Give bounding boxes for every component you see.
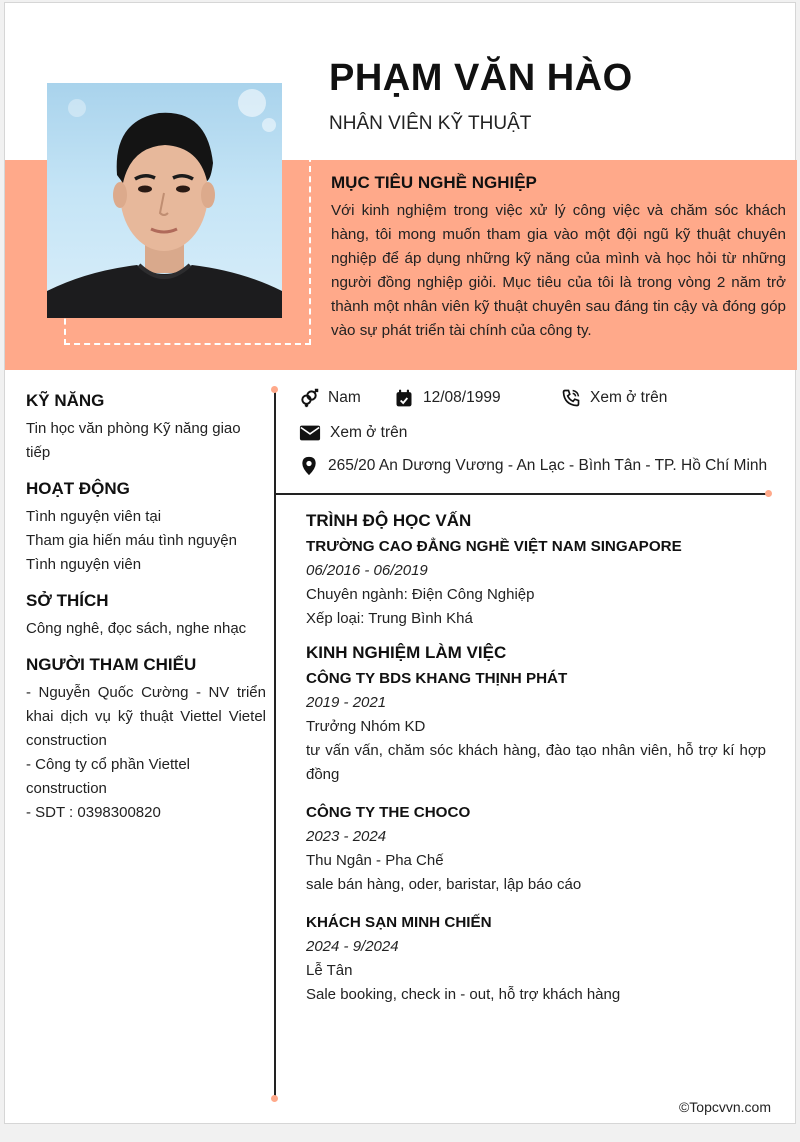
gender-value: Nam — [328, 389, 361, 406]
hobbies-heading: SỞ THÍCH — [26, 591, 109, 610]
activities-section — [26, 479, 266, 577]
horizontal-divider — [275, 493, 769, 495]
experience-section — [306, 643, 766, 1007]
job-description: tư vấn vấn, chăm sóc khách hàng, đào tạo nhân viên, hỗ trợ kí hợp đồng — [306, 742, 766, 783]
job-period: 2019 - 2021 — [306, 694, 387, 711]
birthday-value: 12/08/1999 — [423, 389, 501, 406]
profile-photo — [47, 83, 282, 318]
cv-page — [4, 2, 796, 1124]
divider-dot — [271, 1095, 278, 1102]
objective-text: Với kinh nghiệm trong việc xử lý công việc và chăm sóc khách hàng, tôi mong muốn tham gia vào một đội ngũ kỹ thuật chuyên nghiệp để áp dụng những kỹ năng của mình và học hỏi từ những người đồng nghiệp giỏi. Mục tiêu của tôi là trong vòng 2 năm trở thành một nhân viên kỹ thuật chuyên sau đáng tin cậy và đóng góp vào sự phát triển tài chính của công ty. — [331, 202, 786, 339]
job-role: Thu Ngân - Pha Chế — [306, 852, 444, 869]
divider-dot — [271, 386, 278, 393]
job-entry — [306, 667, 766, 787]
skills-section — [26, 391, 266, 465]
vertical-divider — [274, 389, 276, 1099]
job-entry — [306, 801, 766, 897]
address-info — [299, 456, 767, 476]
education-heading: TRÌNH ĐỘ HỌC VẤN — [306, 511, 472, 530]
skills-text: Tin học văn phòng Kỹ năng giao tiếp — [26, 420, 241, 461]
job-role: Lễ Tân — [306, 962, 353, 979]
phone-value: Xem ở trên — [590, 389, 668, 406]
job-company: CÔNG TY THE CHOCO — [306, 804, 471, 821]
gender-icon — [299, 388, 319, 408]
calendar-icon — [394, 388, 414, 408]
job-company: KHÁCH SẠN MINH CHIẾN — [306, 914, 492, 931]
portrait-illustration — [47, 83, 282, 318]
job-description: Sale booking, check in - out, hỗ trợ khách hàng — [306, 986, 621, 1003]
candidate-name: PHẠM VĂN HÀO — [329, 57, 633, 99]
job-description: sale bán hàng, oder, baristar, lập báo cáo — [306, 876, 582, 893]
job-period: 2024 - 9/2024 — [306, 938, 399, 955]
education-period: 06/2016 - 06/2019 — [306, 562, 428, 579]
school-name: TRƯỜNG CAO ĐẲNG NGHỀ VIỆT NAM SINGAPORE — [306, 538, 682, 555]
address-value: 265/20 An Dương Vương - An Lạc - Bình Tân - TP. Hồ Chí Minh — [328, 457, 768, 474]
reference-line: - Nguyễn Quốc Cường - NV triển khai dịch vụ kỹ thuật Viettel Vietel construction — [26, 684, 266, 749]
job-role: Trưởng Nhóm KD — [306, 718, 426, 735]
objective-heading: MỤC TIÊU NGHỀ NGHIỆP — [331, 173, 537, 192]
education-section — [306, 511, 766, 631]
references-heading: NGƯỜI THAM CHIẾU — [26, 655, 197, 674]
reference-phone: - SDT : 0398300820 — [26, 804, 161, 821]
job-period: 2023 - 2024 — [306, 828, 387, 845]
education-grade: Xếp loại: Trung Bình Khá — [306, 610, 473, 627]
activity-item: Tham gia hiến máu tình nguyện — [26, 532, 237, 549]
left-column — [26, 391, 266, 839]
phone-icon — [561, 388, 581, 408]
hobbies-section — [26, 591, 266, 641]
email-info — [299, 422, 407, 444]
gender-info — [299, 388, 361, 408]
references-section — [26, 655, 266, 825]
education-major: Chuyên ngành: Điện Công Nghiệp — [306, 586, 535, 603]
phone-info — [561, 388, 667, 408]
footer-credit: ©Topcvvn.com — [678, 1099, 771, 1115]
activity-item: Tình nguyện viên tại — [26, 508, 162, 525]
birthday-info — [394, 388, 501, 408]
activity-item: Tình nguyện viên — [26, 556, 142, 573]
envelope-icon — [299, 422, 321, 444]
skills-heading: KỸ NĂNG — [26, 391, 105, 410]
activities-heading: HOẠT ĐỘNG — [26, 479, 130, 498]
hobbies-text: Công nghê, đọc sách, nghe nhạc — [26, 620, 247, 637]
candidate-job-title: NHÂN VIÊN KỸ THUẬT — [329, 113, 532, 134]
experience-heading: KINH NGHIỆM LÀM VIỆC — [306, 643, 507, 662]
job-company: CÔNG TY BDS KHANG THỊNH PHÁT — [306, 670, 568, 687]
reference-line: - Công ty cổ phần Viettel construction — [26, 756, 190, 797]
job-entry — [306, 911, 766, 1007]
divider-dot — [765, 490, 772, 497]
email-value: Xem ở trên — [330, 424, 408, 441]
map-pin-icon — [299, 456, 319, 476]
objective-section — [331, 173, 786, 343]
right-column — [306, 511, 766, 1021]
